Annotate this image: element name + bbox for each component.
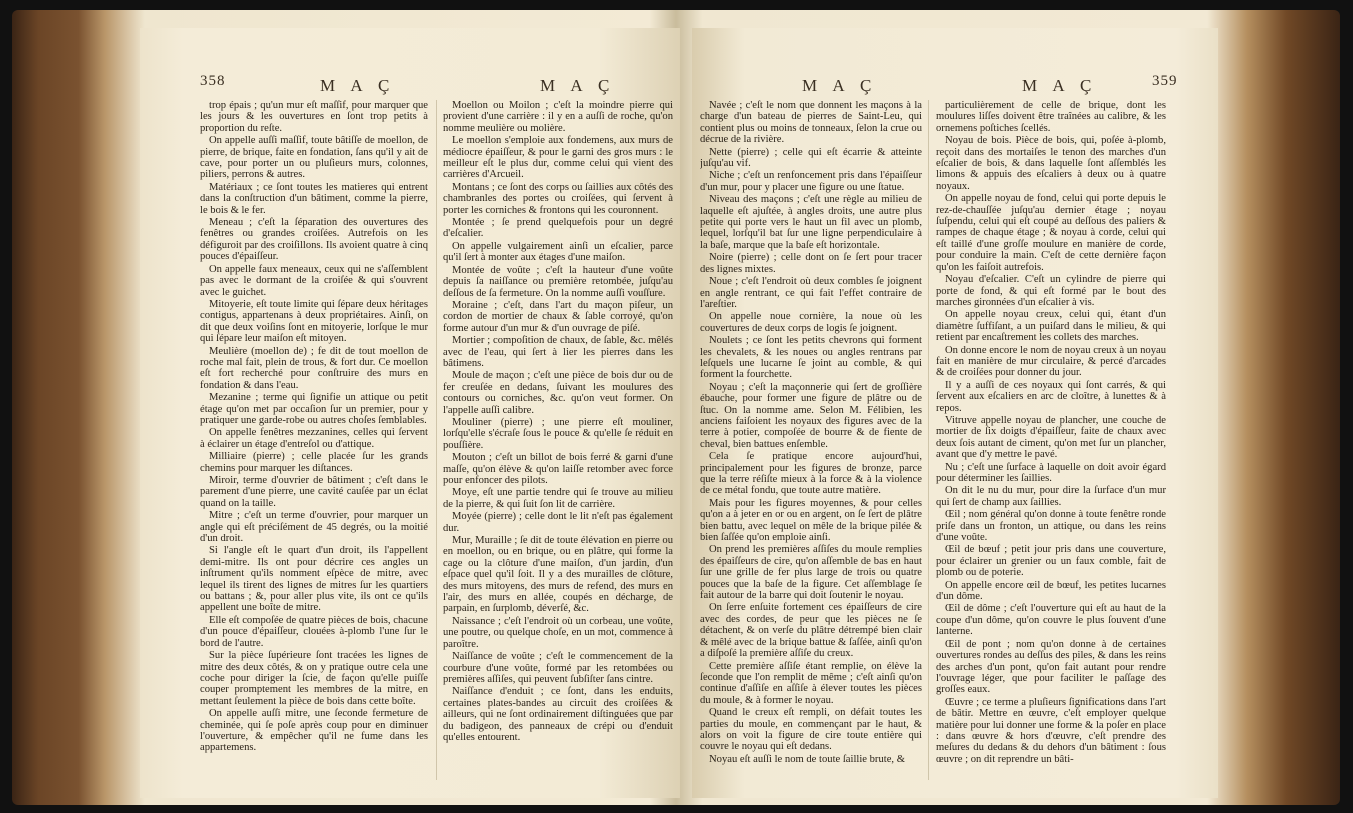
paragraph: Miroir, terme d'ouvrier de bâtiment ; c'eſt dans le parement d'une pierre, une cavité cauſée par un éclat quand on la taille. — [200, 475, 428, 509]
paragraph: Mezanine ; terme qui ſignifie un attique ou petit étage qu'on met par occaſion ſur un premier, pour y pratiquer une garde-robe ou autres choſes ſemblables. — [200, 392, 428, 426]
paragraph: Si l'angle eſt le quart d'un droit, ils l'appellent demi-mitre. Ils ont pour décrire ces angles un inſtrument qu'ils nomment eſpèce de mitre, avec lequel ils tirent des lignes de mitres ſur les quartiers ou battans ; &, pour aller plus vite, ils ont ce qu'ils appellent une boîte de mitre. — [200, 545, 428, 614]
paragraph: Nette (pierre) ; celle qui eſt écarrie & atteinte juſqu'au vif. — [700, 146, 922, 170]
column-rule — [436, 100, 437, 780]
paragraph: Naiſſance d'enduit ; ce ſont, dans les enduits, certaines plates-bandes au circuit des croiſées & ailleurs, qui ne ſont ordinairement diſtinguées que par du badigeon, des panneaux de crépi ou d'enduit qu'elles entourent. — [443, 686, 673, 743]
paragraph: Noue ; c'eſt l'endroit où deux combles ſe joignent en angle rentrant, ce qui fait l'effet contraire de l'areſtier. — [700, 276, 922, 310]
paragraph: Mouton ; c'eſt un billot de bois ferré & garni d'une maſſe, qu'on élève & qu'on laiſſe retomber avec force pour enfoncer des pilots. — [443, 452, 673, 486]
right-column-2 — [936, 100, 1166, 790]
paragraph: Meneau ; c'eſt la ſéparation des ouvertures des fenêtres ou grandes croiſées. Autrefois on les défiguroit par des croiſillons. Ils avoient quatre à cinq pouces d'épaiſſeur. — [200, 217, 428, 263]
paragraph: Moule de maçon ; c'eſt une pièce de bois dur ou de fer creuſée en dedans, ſuivant les moulures des contours ou corniches, &c. qu'on veut former. On l'appelle auſſi calibre. — [443, 370, 673, 416]
paragraph: Vitruve appelle noyau de plancher, une couche de mortier de ſix doigts d'épaiſſeur, faite de chaux avec deux ſois autant de ciment, qu'on met ſur un plancher, avant que d'y mettre le pavé. — [936, 414, 1166, 461]
paragraph: Niche ; c'eſt un renfoncement pris dans l'épaiſſeur d'un mur, pour y placer une figure ou une ſtatue. — [700, 170, 922, 193]
paragraph: On prend les premières aſſiſes du moule remplies des épaiſſeurs de cire, qu'on aſſemble de bas en haut ſur une grille de fer plus large de trois ou quatre pouces que la baſe de la figure. Cet aſſemblage ſe fait autour de la barre qui doit ſoutenir le noyau. — [700, 544, 922, 602]
page-number: 358 — [200, 73, 226, 89]
paragraph: Noyau ; c'eſt la maçonnerie qui ſert de groſſière ébauche, pour former une figure de plâtre ou de ſtuc. On la nomme ame. Selon M. Félibien, les anciens faiſoient les noyaux des figures avec de la terre à potier, compoſée de bourre & de fiente de cheval, bien battues enſemble. — [700, 381, 922, 450]
paragraph: Mais pour les figures moyennes, & pour celles qu'on a à jeter en or ou en argent, on ſe ſert de plâtre bien battu, avec lequel on mêle de la brique pilée & bien ſaſſée qu'on emploie ainſi. — [700, 497, 922, 544]
paragraph: Noyau d'eſcalier. C'eſt un cylindre de pierre qui porte de fond, & qui eſt formé par le bout des marches gironnées d'un eſcalier à vis. — [936, 274, 1166, 308]
paragraph: Œuvre ; ce terme a pluſieurs ſignifications dans l'art de bâtir. Mettre en œuvre, c'eſt employer quelque matière pour lui donner une forme & la poſer en place : dans œuvre & hors d'œuvre, c'eſt prendre des meſures du dedans & du dehors d'un bâtiment : ſous œuvre ; on dit reprendre un bâti- — [936, 696, 1166, 765]
paragraph: Moellon ou Moilon ; c'eſt la moindre pierre qui provient d'une carrière : il y en a auſſi de roche, qu'on nomme meulière ou molière. — [443, 100, 673, 134]
paragraph: Montans ; ce ſont des corps ou ſaillies aux côtés des chambranles des portes ou croiſées, qui ſervent à porter les corniches & frontons qui les couronnent. — [443, 181, 673, 216]
page-number: 359 — [1152, 73, 1178, 89]
paragraph: Noyau de bois. Pièce de bois, qui, poſée à-plomb, reçoit dans des mortaiſes le tenon des marches d'un eſcalier de bois, & dans laquelle ſont aſſemblés les limons & appuis des eſcaliers à deux ou à quatre noyaux. — [936, 135, 1166, 192]
paragraph: Œil de dôme ; c'eſt l'ouverture qui eſt au haut de la coupe d'un dôme, qu'on couvre le plus ſouvent d'une lanterne. — [936, 603, 1166, 638]
paragraph: Montée ; ſe prend quelquefois pour un degré d'eſcalier. — [443, 217, 673, 240]
paragraph: Elle eſt compoſée de quatre pièces de bois, chacune d'un pouce d'épaiſſeur, clouées à-plomb l'une ſur le bord de l'autre. — [200, 614, 428, 649]
paragraph: Mitoyerie, eſt toute limite qui ſépare deux héritages contigus, appartenans à deux propriétaires. Ainſi, on dit que deux voiſins ſont en mitoyerie, lorſque le mur qui ſépare leur maiſon eſt mitoyen. — [200, 298, 428, 345]
paragraph: Meulière (moellon de) ; fe dit de tout moellon de roche mal fait, plein de trous, & fort dur. Ce moellon eſt fort recherché pour conſtruire des murs en fondation & dans l'eau. — [200, 345, 428, 391]
running-head: M A Ç — [802, 76, 878, 95]
paragraph: particulièrement de celle de brique, dont les moulures liſſes doivent être traînées au calibre, & les ornemens poſtiches ſcellés. — [936, 100, 1166, 134]
paragraph: Noire (pierre) ; celle dont on ſe ſert pour tracer des lignes mixtes. — [700, 252, 922, 275]
paragraph: On ſerre enſuite fortement ces épaiſſeurs de cire avec des cordes, de peur que les pièces ne ſe détachent, & on verſe du plâtre détrempé bien clair & mêlé avec de la brique battue & ſaſſée, ainſi qu'on a diſpoſé la première aſſiſe du creux. — [700, 602, 922, 660]
paragraph: Il y a auſſi de ces noyaux qui ſont carrés, & qui ſervent aux eſcaliers en arc de cloître, à lunettes & à repos. — [936, 379, 1166, 414]
paragraph: On appelle faux meneaux, ceux qui ne s'aſſemblent pas avec le dormant de la croiſée & qui s'ouvrent avec le guichet. — [200, 263, 428, 298]
paragraph: Naiſſance de voûte ; c'eſt le commencement de la courbure d'une voûte, formé par les retombées ou premières aſſiſes, qui peuvent ſubſiſter ſans cintre. — [443, 651, 673, 685]
paragraph: Moye, eſt une partie tendre qui ſe trouve au milieu de la pierre, & qui ſuit ſon lit de carrière. — [443, 487, 673, 510]
paragraph: Œil de bœuf ; petit jour pris dans une couverture, pour éclairer un grenier ou un faux comble, fait de plomb ou de poterie. — [936, 544, 1166, 579]
column-rule — [928, 100, 929, 780]
left-column-2 — [443, 100, 673, 790]
paragraph: Cette première aſſiſe étant remplie, on élève la ſeconde que l'on remplit de même ; c'eſt ainſi qu'on continue d'aſſiſe en aſſiſe à élever toutes les pièces du moule, & à former le noyau. — [700, 660, 922, 706]
running-head: M A Ç — [320, 76, 396, 95]
paragraph: Sur la pièce ſupérieure ſont tracées les lignes de mitre des deux côtés, & on y pratique outre cela une coche pour diriger la ſcie, de façon qu'elle puiſſe couper promptement les membres de la mitre, en mettant ſeulement la pièce de bois dans cette boîte. — [200, 650, 428, 707]
paragraph: Matériaux ; ce ſont toutes les matieres qui entrent dans la conſtruction d'un bâtiment, comme la pierre, le bois & le fer. — [200, 181, 428, 216]
paragraph: trop épais ; qu'un mur eſt maſſif, pour marquer que les jours & les ouvertures en ſont trop petits à proportion du reſte. — [200, 100, 428, 134]
paragraph: On dit le nu du mur, pour dire la ſurface d'un mur qui ſert de champ aux ſaillies. — [936, 485, 1166, 508]
running-head: M A Ç — [1022, 76, 1098, 95]
paragraph: Quand le creux eſt rempli, on défait toutes les parties du moule, en commençant par le haut, & alors on voit la figure de cire toute entière qui couvre le noyau qui eſt dedans. — [700, 707, 922, 753]
paragraph: Montée de voûte ; c'eſt la hauteur d'une voûte depuis ſa naiſſance ou première retombée, juſqu'au deſſous de ſa fermeture. On la nomme auſſi vouſſure. — [443, 264, 673, 299]
paragraph: On donne encore le nom de noyau creux à un noyau fait en manière de mur circulaire, & percé d'arcades & de croiſées pour donner du jour. — [936, 344, 1166, 379]
paragraph: Nu ; c'eſt une ſurface à laquelle on doit avoir égard pour déterminer les ſaillies. — [936, 461, 1166, 484]
paragraph: Œil ; nom général qu'on donne à toute fenêtre ronde priſe dans un fronton, un attique, ou dans les reins d'une voûte. — [936, 509, 1166, 544]
paragraph: Œil de pont ; nom qu'on donne à de certaines ouvertures rondes au deſſus des piles, & dans les reins des arches d'un pont, qu'on fait autant pour rendre l'ouvrage léger, que pour faciliter le paſſage des groſſes eaux. — [936, 638, 1166, 696]
paragraph: Mortier ; compoſition de chaux, de ſable, &c. mêlés avec de l'eau, qui ſert à lier les pierres dans les bâtimens. — [443, 335, 673, 369]
left-page — [140, 28, 680, 798]
paragraph: Mouliner (pierre) ; une pierre eſt mouliner, lorſqu'elle s'écraſe ſous le pouce & qu'elle ſe réduit en pouſſière. — [443, 416, 673, 451]
paragraph: On appelle noyau de fond, celui qui porte depuis le rez-de-chauſſée juſqu'au dernier étage ; noyau ſuſpendu, celui qui eſt coupé au deſſous des paliers & rampes de chaque étage ; & noyau à corde, celui qui eſt taillé d'une groſſe moulure en manière de corde, pour conduire la main. C'eſt de cette dernière façon qu'on les faiſoit autrefois. — [936, 193, 1166, 273]
paragraph: Le moellon s'emploie aux fondemens, aux murs de médiocre épaiſſeur, & pour le garni des gros murs : le meilleur eſt le plus dur, comme celui qui vient des carrières d'Arcueil. — [443, 135, 673, 181]
paragraph: Mitre ; c'eſt un terme d'ouvrier, pour marquer un angle qui eſt préciſément de 45 degrés, ou la moitié d'un droit. — [200, 510, 428, 545]
paragraph: On appelle noyau creux, celui qui, étant d'un diamètre ſuffiſant, a un puiſard dans le milieu, & qui retient par encaſtrement les collets des marches. — [936, 309, 1166, 344]
paragraph: Naissance ; c'eſt l'endroit où un corbeau, une voûte, une poutre, ou quelque choſe, en un mot, commence à paroître. — [443, 615, 673, 650]
right-column-1 — [700, 100, 922, 790]
paragraph: Moyée (pierre) ; celle dont le lit n'eſt pas également dur. — [443, 511, 673, 534]
paragraph: Noyau eſt auſſi le nom de toute ſaillie brute, & — [709, 753, 905, 765]
paragraph: Mur, Muraille ; ſe dit de toute élévation en pierre ou en moellon, ou en brique, ou en plâtre, qui forme la cage ou la clôture d'une maiſon, d'un jardin, d'un eſpace quel qu'il ſoit. Il y a des murailles de clôture, des murs mitoyens, des murs de refend, des murs en l'air, des murs en allée, coupés en décharge, de parpain, en ſurplomb, déverſé, &c. — [443, 535, 673, 615]
paragraph: On appelle auſſi mitre, une ſeconde fermeture de cheminée, qui ſe poſe après coup pour en diminuer l'ouverture, & empêcher qu'il ne fume dans les appartemens. — [200, 708, 428, 754]
left-column-1 — [200, 100, 428, 790]
paragraph: On appelle vulgairement ainſi un eſcalier, parce qu'il ſert à monter aux étages d'une maiſon. — [443, 240, 673, 264]
paragraph: Niveau des maçons ; c'eſt une règle au milieu de laquelle eſt ajuſtée, à angles droits, une autre plus petite qui porte vers le haut un fil avec un plomb, lequel, lorſqu'il bat ſur une ligne perpendiculaire à la baſe, marque que la baſe eſt horizontale. — [700, 194, 922, 251]
paragraph: Noulets ; ce ſont les petits chevrons qui forment les chevalets, & les noues ou angles rentrans par leſquels une lucarne ſe joint au comble, & qui forment la fourchette. — [700, 335, 922, 381]
paragraph: Milliaire (pierre) ; celle placée ſur les grands chemins pour marquer les diſtances. — [200, 451, 428, 474]
paragraph: Navée ; c'eſt le nom que donnent les maçons à la charge d'un bateau de pierres de Saint-Leu, qui contient plus ou moins de tonneaux, ſelon la crue ou décrue de la rivière. — [700, 100, 922, 146]
book-spread — [12, 10, 1340, 805]
running-head: M A Ç — [540, 76, 616, 95]
paragraph: Cela ſe pratique encore aujourd'hui, principalement pour les figures de bronze, parce que la terre réſiſte mieux à la force & à la violence de ce métal fondu, que toute autre matière. — [700, 451, 922, 497]
paragraph: Moraine ; c'eſt, dans l'art du maçon piſeur, un cordon de mortier de chaux & ſable corroyé, qu'on forme autour d'un mur & d'un ouvrage de piſé. — [443, 299, 673, 334]
right-page — [692, 28, 1218, 798]
paragraph: On appelle encore œil de bœuf, les petites lucarnes d'un dôme. — [936, 579, 1166, 603]
paragraph: On appelle noue cornière, la noue où les couvertures de deux corps de logis ſe joignent. — [700, 311, 922, 334]
paragraph: On appelle auſſi maſſif, toute bâtiſſe de moellon, de pierre, de brique, faite en fondation, ſans qu'il y ait de cave, pour porter un ou pluſieurs murs, colonnes, piliers, perrons & autres. — [200, 135, 428, 181]
paragraph: On appelle fenêtres mezzanines, celles qui ſervent à éclairer un étage d'entreſol ou d'attique. — [200, 427, 428, 450]
